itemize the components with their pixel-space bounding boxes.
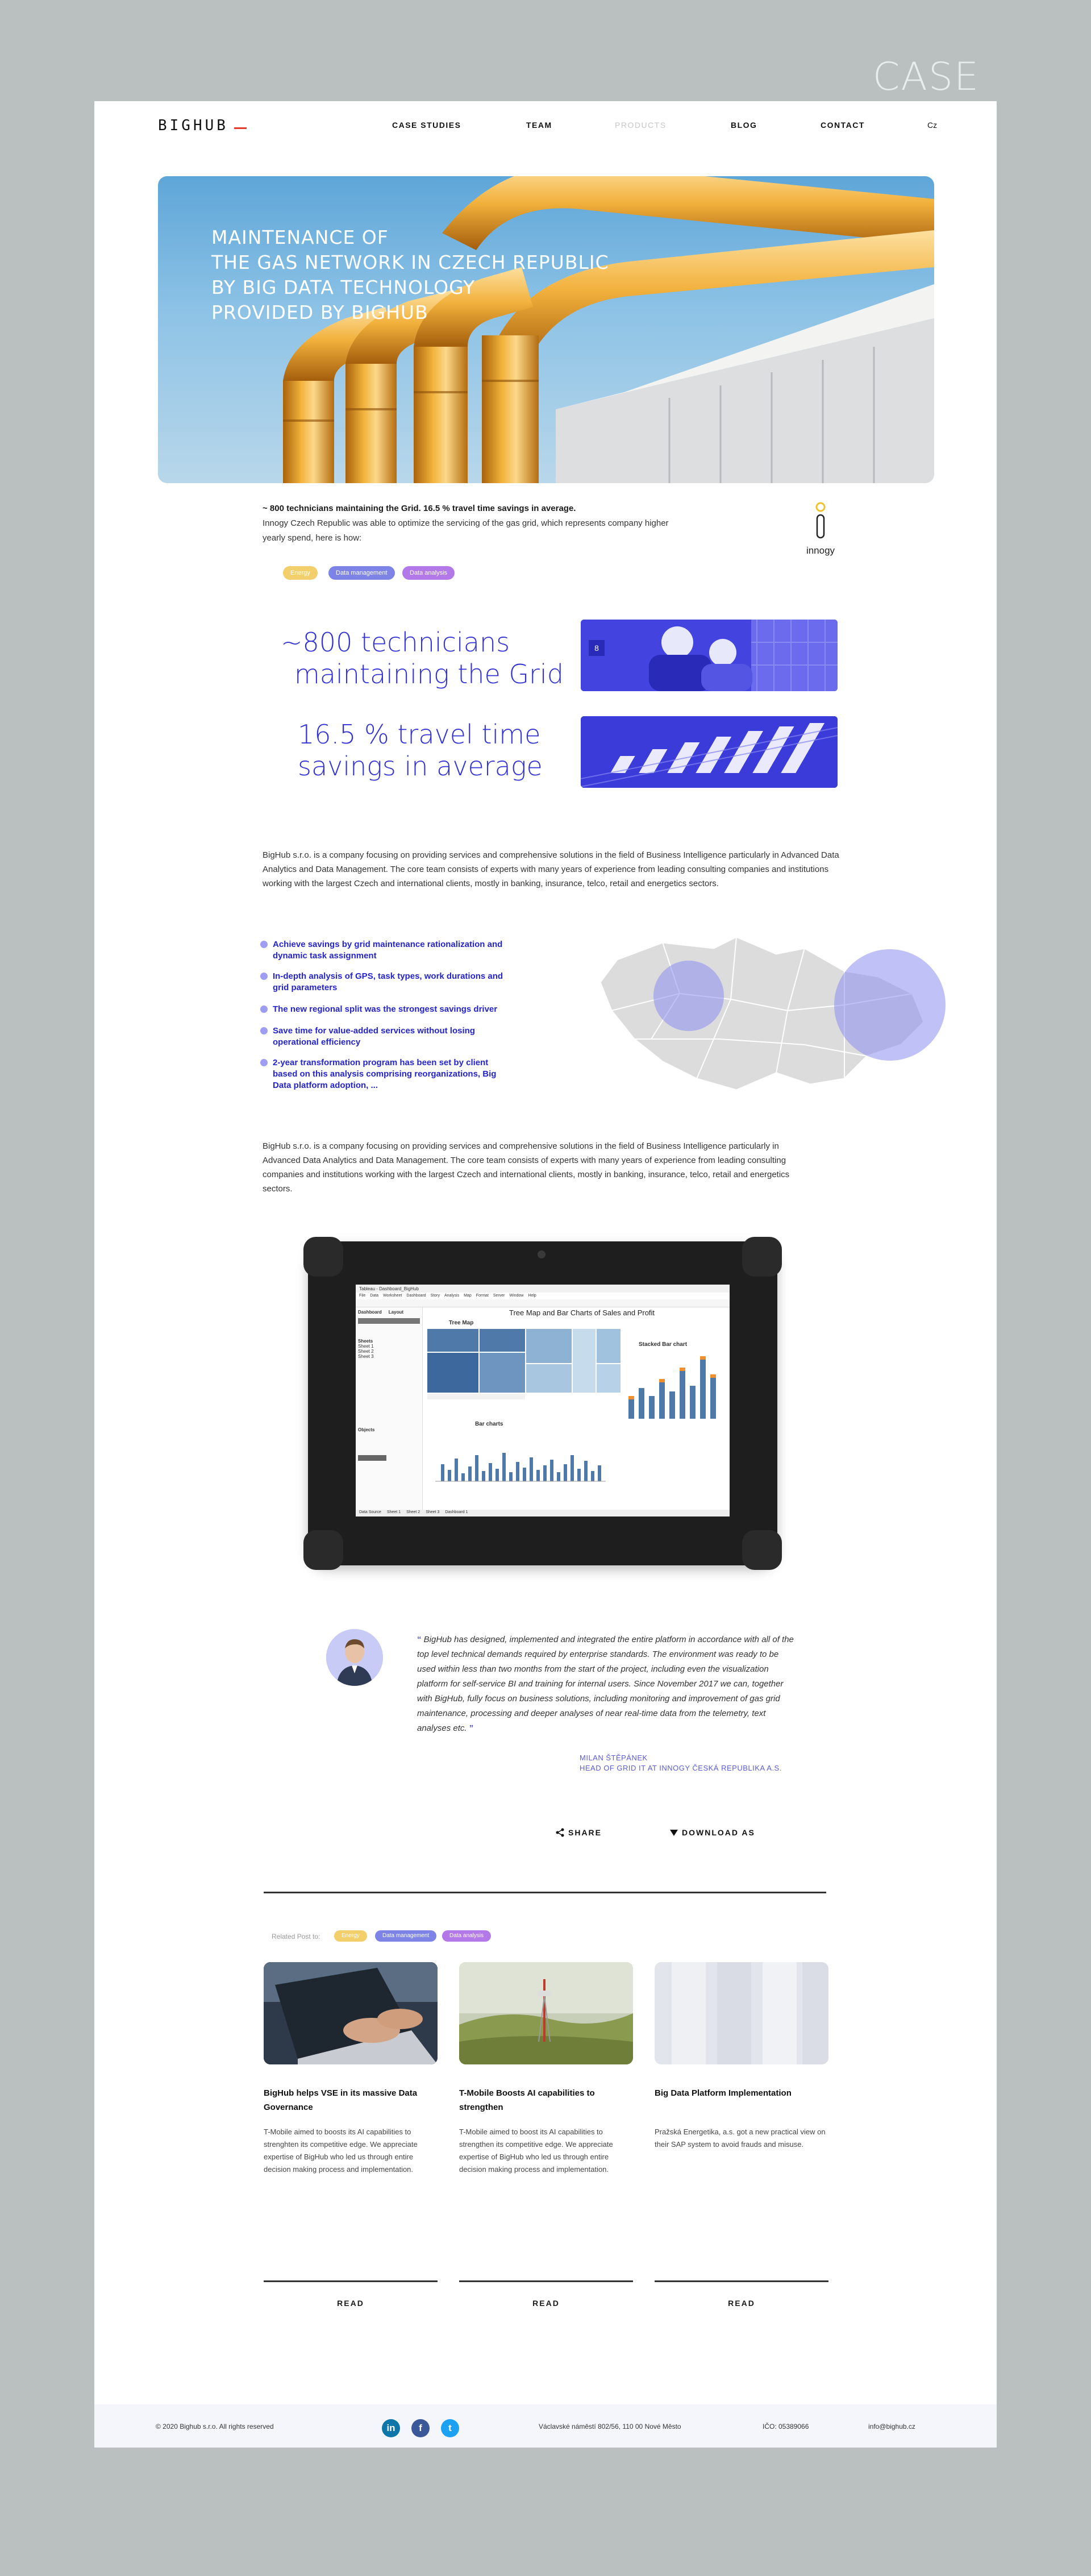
tablet-screen	[356, 1285, 730, 1516]
nav-products[interactable]: PRODUCTS	[615, 121, 667, 130]
avatar	[326, 1629, 383, 1686]
menu-item[interactable]: Server	[493, 1294, 505, 1298]
read-button[interactable]: READ	[337, 2299, 364, 2308]
related-card	[459, 1962, 633, 2308]
header	[94, 101, 997, 150]
bullet-dot-icon	[260, 941, 268, 948]
bullet-dot-icon	[260, 973, 268, 980]
bullet-dot-icon	[260, 1027, 268, 1034]
bullet-item	[273, 1004, 511, 1015]
menu-item[interactable]: Format	[476, 1294, 489, 1298]
twitter-icon[interactable]: t	[441, 2419, 459, 2437]
language-switch[interactable]: Cz	[927, 121, 938, 130]
bullet-dot-icon	[260, 1006, 268, 1013]
download-label: DOWNLOAD AS	[682, 1828, 755, 1837]
intro-text: Innogy Czech Republic was able to optimize the servicing of the gas grid, which represents company higher yearly spend, here is how:	[263, 518, 669, 543]
bullet-text: Achieve savings by grid maintenance rationalization and dynamic task assignment	[273, 940, 503, 961]
menu-item[interactable]: Dashboard	[406, 1294, 426, 1298]
related-card	[655, 1962, 828, 2308]
tablet-device	[308, 1241, 777, 1565]
objects-label: Objects	[358, 1427, 375, 1432]
bullet-item	[273, 971, 511, 994]
stat-line: savings in average	[298, 751, 543, 782]
quote-open-icon: “	[417, 1635, 424, 1644]
quote-author-name: MILAN ŠTĚPÁNEK	[580, 1754, 648, 1762]
card-title[interactable]: BigHub helps VSE in its massive Data Governance	[264, 2088, 418, 2112]
company-description: BigHub s.r.o. is a company focusing on providing services and comprehensive solutions in the field of Business Intelligence particularly in Advanced Data Analytics and Data Management. The core team consists of experts with many years of experience from leading consulting companies and institutions working with the largest Czech and international clients, mostly in banking, insurance, telco, retail and energetics sectors.	[263, 850, 839, 888]
stat-line: 16.5 % travel time	[298, 719, 541, 750]
hero-title	[211, 225, 621, 325]
menu-item[interactable]: Analysis	[444, 1294, 460, 1298]
hero-banner	[158, 176, 934, 483]
related-tag-data-analysis[interactable]: Data analysis	[442, 1930, 491, 1942]
facebook-icon[interactable]: f	[411, 2419, 430, 2437]
bullet-text: 2-year transformation program has been set by client based on this analysis comprising reorganizations, Big Data platform adoption, ...	[273, 1058, 497, 1090]
sheet-item[interactable]: Sheet 3	[358, 1354, 374, 1359]
section-divider	[264, 1892, 826, 1893]
camera-icon	[538, 1250, 546, 1258]
bottom-tab[interactable]: Sheet 2	[406, 1510, 420, 1514]
person-avatar-illustration	[326, 1629, 383, 1686]
technicians-photo	[581, 620, 838, 691]
related-tag-energy[interactable]: Energy	[334, 1930, 367, 1942]
case-label: CASE	[872, 55, 980, 99]
related-tag-data-management[interactable]: Data management	[375, 1930, 436, 1942]
card-divider	[264, 2280, 438, 2282]
hero-title-line: PROVIDED BY BIGHUB	[211, 301, 428, 323]
menu-item[interactable]: Help	[528, 1294, 536, 1298]
testimonial-quote	[417, 1632, 799, 1736]
related-card	[264, 1962, 438, 2308]
card-image-laptop	[264, 1962, 438, 2064]
share-icon	[556, 1828, 565, 1837]
stat-badge: 8	[589, 640, 605, 656]
card-text: T-Mobile aimed to boosts its AI capabilities to strenghten its competitive edge. We appreciate expertise of BigHub who led us through entire decision making process and implementation.	[264, 2128, 418, 2174]
stat-line: maintaining the Grid	[294, 659, 564, 689]
card-image-tower	[459, 1962, 633, 2064]
menu-item[interactable]: Window	[509, 1294, 524, 1298]
innogy-mark-icon	[809, 501, 832, 541]
card-title[interactable]: T-Mobile Boosts AI capabilities to strengthen	[459, 2088, 595, 2112]
region-highlight-east	[834, 949, 946, 1061]
quote-author-role: HEAD OF GRID IT AT INNOGY ČESKÁ REPUBLIKA A.S.	[580, 1764, 782, 1772]
bar-chart	[435, 1430, 617, 1487]
tag-energy[interactable]: Energy	[283, 566, 318, 580]
stacked-title: Stacked Bar chart	[639, 1341, 688, 1348]
toolbar[interactable]	[356, 1299, 730, 1307]
footer-email[interactable]: info@bighub.cz	[868, 2423, 915, 2430]
bottom-tab[interactable]: Dashboard 1	[445, 1510, 468, 1514]
read-button[interactable]: READ	[728, 2299, 755, 2308]
technicians-photo-illustration	[581, 620, 838, 691]
bottom-tab[interactable]: Sheet 3	[426, 1510, 440, 1514]
side-tab[interactable]: Layout	[388, 1310, 404, 1315]
card-divider	[459, 2280, 633, 2282]
quote-text: BigHub has designed, implemented and integrated the entire platform in accordance with all of the top level technical demands required by enterprise standards. The environment was ready to be used within less than two months from the start of the project, including even the visualization platform for self-service BI and training for internal users. Since November 2017 we can, together with BigHub, fully focus on business solutions, including monitoring and improvement of gas grid maintenance, processing and deeper analyses of near real-time data from the telemetry, text analyses etc.	[417, 1635, 794, 1733]
road-photo	[581, 716, 838, 788]
share-label: SHARE	[568, 1828, 602, 1837]
page-container	[94, 101, 997, 2448]
treemap-chart	[427, 1329, 621, 1420]
hero-title-line: THE GAS NETWORK IN CZECH REPUBLIC	[211, 251, 609, 273]
logo-bar-icon	[234, 127, 247, 129]
bullet-dot-icon	[260, 1059, 268, 1066]
cell-tower-illustration	[459, 1962, 633, 2064]
side-panel	[356, 1307, 423, 1510]
share-button[interactable]	[556, 1828, 602, 1837]
card-title[interactable]: Big Data Platform Implementation	[655, 2088, 792, 2098]
intro-headline: ~ 800 technicians maintaining the Grid. 16.5 % travel time savings in average.	[263, 504, 576, 513]
side-tab[interactable]: Dashboard	[358, 1310, 382, 1315]
dashboard-title: Tree Map and Bar Charts of Sales and Profit	[509, 1308, 655, 1317]
sheet-item[interactable]: Sheet 1	[358, 1344, 374, 1349]
window-title: Tableau - Dashboard_BigHub	[356, 1285, 730, 1293]
czech-map	[549, 925, 969, 1096]
road-markings-illustration	[581, 716, 838, 788]
nav-contact[interactable]: CONTACT	[821, 121, 865, 130]
bullet-text: In-depth analysis of GPS, task types, work durations and grid parameters	[273, 971, 503, 992]
copyright: © 2020 Bighub s.r.o. All rights reserved	[156, 2423, 274, 2430]
sheet-item[interactable]: Sheet 2	[358, 1349, 374, 1354]
bullet-item	[273, 1057, 511, 1091]
bighub-logo[interactable]	[158, 117, 247, 134]
menu-item[interactable]: File	[359, 1294, 366, 1298]
bullet-item	[273, 939, 511, 962]
triangle-down-icon	[669, 1828, 678, 1837]
hero-title-line: MAINTENANCE OF	[211, 226, 389, 248]
bullet-item	[273, 1025, 511, 1048]
bottom-tab[interactable]: Data Source	[359, 1510, 381, 1514]
menu-item[interactable]: Worksheet	[383, 1294, 402, 1298]
innogy-logo-text: innogy	[806, 545, 835, 556]
laptop-typing-illustration	[264, 1962, 438, 2064]
bar-title: Bar charts	[475, 1421, 503, 1427]
card-text: Pražská Energetika, a.s. got a new practical view on their SAP system to avoid frauds and misuse.	[655, 2128, 826, 2149]
card-text: T-Mobile aimed to boost its AI capabilities to strengthen its competitive edge. We appreciate expertise of BigHub who led us through entire decision making process and implementation.	[459, 2128, 613, 2174]
bullet-text: The new regional split was the strongest savings driver	[273, 1004, 498, 1014]
download-button[interactable]	[669, 1828, 755, 1837]
footer	[94, 2404, 997, 2448]
abstract-panels-illustration	[655, 1962, 828, 2064]
menu-item[interactable]: Story	[430, 1294, 440, 1298]
quote-close-icon: ”	[467, 1723, 474, 1733]
card-image-abstract	[655, 1962, 828, 2064]
stacked-bar-chart	[623, 1348, 725, 1422]
tag-data-management[interactable]: Data management	[328, 566, 395, 580]
menu-item[interactable]: Map	[464, 1294, 472, 1298]
nav-case-studies[interactable]: CASE STUDIES	[392, 121, 461, 130]
linkedin-icon[interactable]: in	[382, 2419, 400, 2437]
footer-address: Václavské náměstí 802/56, 110 00 Nové Město	[539, 2423, 681, 2430]
bullet-text: Save time for value-added services without losing operational efficiency	[273, 1026, 475, 1047]
read-button[interactable]: READ	[532, 2299, 560, 2308]
company-description-2: BigHub s.r.o. is a company focusing on providing services and comprehensive solutions in the field of Business Intelligence particularly in Advanced Data Analytics and Data Management. The core team consists of experts with many years of experience from leading consulting companies and institutions working with the largest Czech and international clients, mostly in banking, insurance, telco, retail and energetics sectors.	[263, 1141, 790, 1194]
region-highlight-west	[653, 961, 724, 1031]
logo-text: BIGHUB	[158, 117, 228, 134]
nav-blog[interactable]: BLOG	[731, 121, 757, 130]
innogy-logo	[798, 501, 843, 556]
tag-data-analysis[interactable]: Data analysis	[402, 566, 455, 580]
stat-line: ~800 technicians	[281, 627, 510, 658]
hero-title-line: BY BIG DATA TECHNOLOGY	[211, 276, 476, 298]
menu-item[interactable]: Data	[370, 1294, 379, 1298]
pipes-illustration	[158, 176, 934, 483]
menu-bar	[356, 1293, 730, 1299]
related-label: Related Post to:	[272, 1933, 320, 1941]
footer-ico: IČO: 05389066	[763, 2423, 809, 2430]
treemap-title: Tree Map	[449, 1320, 474, 1326]
quote-author	[580, 1753, 782, 1773]
bottom-tab[interactable]: Sheet 1	[386, 1510, 401, 1514]
stat-technicians	[281, 626, 564, 690]
sheets-label: Sheets	[358, 1339, 373, 1344]
stat-travel-savings	[298, 718, 543, 782]
nav-team[interactable]: TEAM	[526, 121, 552, 130]
sheet-tabs	[356, 1510, 730, 1516]
card-divider	[655, 2280, 828, 2282]
